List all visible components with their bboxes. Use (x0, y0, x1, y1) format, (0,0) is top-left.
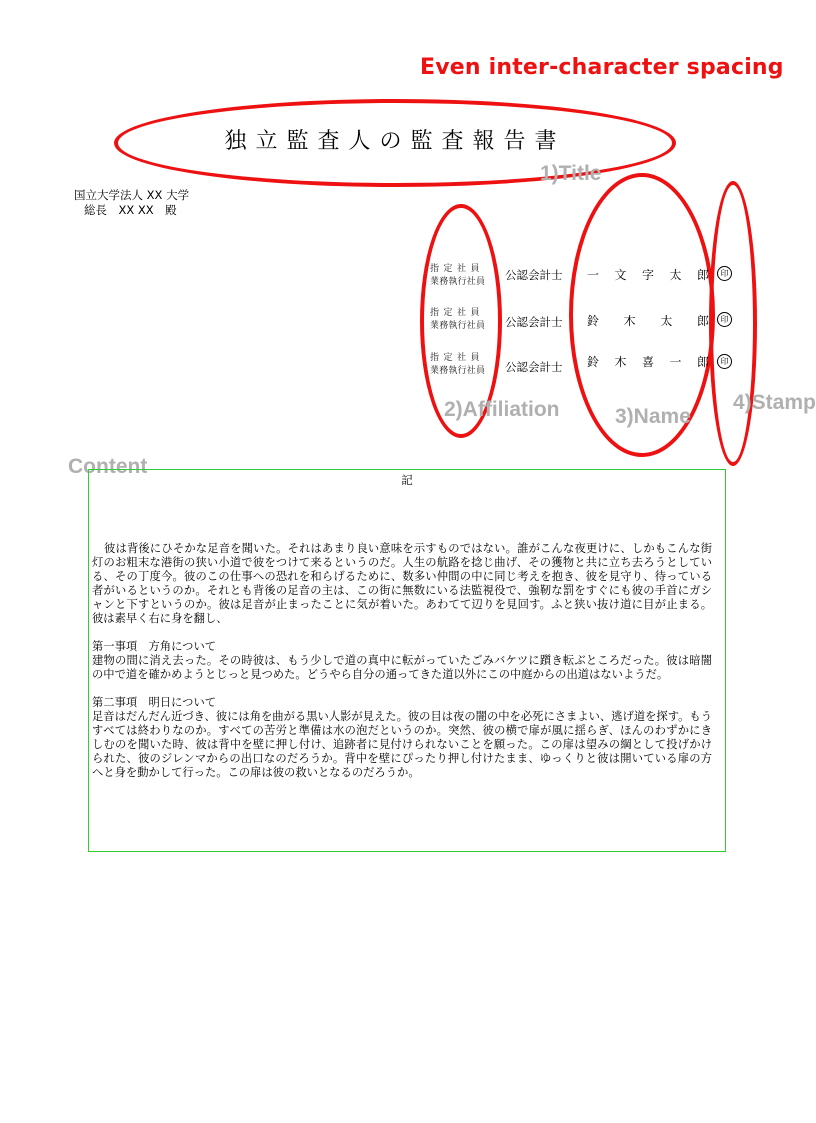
name-char: 鈴 (587, 314, 600, 328)
signatory-name (587, 312, 709, 329)
content-paragraph: 足音はだんだん近づき、彼には角を曲がる黒い人影が見えた。彼の目は夜の闇の中を必死にさまよい、逃げ道を探す。もうすべては終わりなのか。すべての苦労と準備は水の泡だというのか。突然、彼の横で扉が風に揺らぎ、ほんのわずかにきしむのを聞いた時、彼は背中を壁に押し付け、追跡者に見付けられないことを願った。この扉は望みの綱として投げかけられた、彼のジレンマからの出口なのだろうか。背中を壁にぴったり押し付けたまま、ゆっくりと彼は開いている扉の方へと身を動かして行った。この扉は彼の救いとなるのだろうか。 (92, 710, 712, 779)
name-char: 一 (669, 355, 682, 369)
affiliation-line1: 指定社員 (430, 308, 485, 318)
affiliation (430, 352, 498, 378)
name-char: 一 (587, 268, 600, 282)
name-char: 太 (660, 314, 673, 328)
stamp-label: 4)Stamp (733, 391, 816, 414)
title-label: 1)Title (540, 162, 602, 185)
addressee (74, 188, 189, 218)
cpa-label: 公認会計士 (505, 268, 563, 282)
seal-stamp: 印 (717, 312, 732, 327)
content-box (88, 469, 726, 852)
cpa-label: 公認会計士 (505, 360, 563, 374)
cpa-label: 公認会計士 (505, 315, 563, 329)
addressee-person: 総長 XX XX 殿 (84, 203, 177, 217)
stamp-ellipse (709, 181, 757, 466)
section-heading: 第一事項 方角について (92, 640, 217, 653)
addressee-organization: 国立大学法人 XX 大学 (74, 188, 190, 202)
name-char: 喜 (641, 355, 654, 369)
ki-heading: 記 (401, 473, 413, 487)
affiliation-label: 2)Affiliation (444, 398, 560, 421)
content-body (92, 542, 712, 794)
document-title: 独立監査人の監査報告書 (224, 129, 566, 154)
name-char: 文 (614, 268, 627, 282)
seal-stamp: 印 (717, 266, 732, 281)
affiliation-line2: 業務執行社員 (430, 366, 486, 376)
affiliation (430, 263, 498, 289)
signatory-name (587, 353, 709, 370)
affiliation-line1: 指定社員 (430, 264, 485, 274)
affiliation-line2: 業務執行社員 (430, 277, 486, 287)
content-paragraph: 彼は背後にひそかな足音を聞いた。それはあまり良い意味を示すものではない。誰がこんな夜更けに、しかもこんな街灯のお粗末な港街の狭い小道で彼をつけて来るというのだ。人生の航路を捻じ曲げ、その獲物と共に立ち去ろうとしている、その丁度今。彼のこの仕事への恐れを和らげるために、数多い仲間の中に同じ考えを抱き、彼を見守り、待っている者がいるというのか。それとも背後の足音の主は、この街に無数にいる法監視役で、強靭な罰をすぐにも彼の手首にガシャンと下すというのか。彼は足音が止まったことに気が着いた。あわてて辺りを見回す。ふと狭い抜け道に目が止まる。彼は素早く右に身を翻し、 (92, 542, 712, 625)
name-char: 太 (669, 268, 682, 282)
affiliation-line2: 業務執行社員 (430, 321, 486, 331)
content-paragraph: 建物の間に消え去った。その時彼は、もう少しで道の真中に転がっていたごみバケツに躓き転ぶところだった。彼は暗闇の中で道を確かめようとじっと見つめた。どうやら自分の通ってきた道以外にこの中庭からの出道はないようだ。 (92, 654, 712, 681)
name-char: 郎 (696, 314, 709, 328)
name-char: 木 (623, 314, 636, 328)
content-label: Content (68, 455, 148, 478)
name-label: 3)Name (615, 405, 691, 428)
section-heading: 第二事項 明日について (92, 696, 217, 709)
name-char: 郎 (696, 355, 709, 369)
signatory-name (587, 266, 709, 283)
affiliation (430, 307, 498, 333)
annotation-note: Even inter-character spacing (420, 55, 784, 80)
name-char: 字 (641, 268, 654, 282)
name-char: 鈴 (587, 355, 600, 369)
affiliation-line1: 指定社員 (430, 353, 485, 363)
name-char: 木 (614, 355, 627, 369)
seal-stamp: 印 (717, 354, 732, 369)
name-char: 郎 (696, 268, 709, 282)
